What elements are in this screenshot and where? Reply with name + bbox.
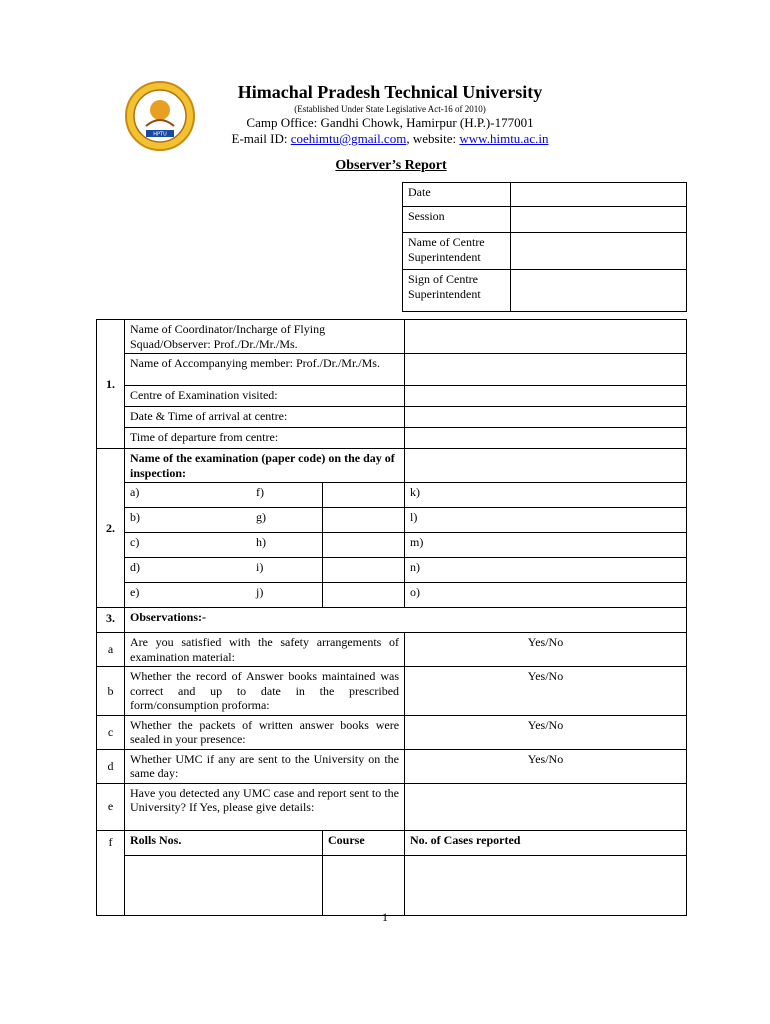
svg-text:HPTU: HPTU <box>153 131 167 138</box>
arrival-field[interactable] <box>405 407 687 428</box>
section-3-number: 3. <box>97 608 125 633</box>
coordinator-field[interactable] <box>405 320 687 354</box>
email-link[interactable]: coehimtu@gmail.com <box>290 131 407 146</box>
exam-code-g[interactable]: g) <box>251 508 333 533</box>
exam-code-k[interactable]: k) <box>405 483 687 508</box>
email-label: E-mail ID: <box>231 131 291 146</box>
sign-supt-field[interactable] <box>511 270 687 312</box>
obs-question-c: Whether the packets of written answer books were sealed in your presence: <box>125 715 405 749</box>
exam-code-e[interactable]: e) <box>125 583 323 608</box>
established-note: (Established Under State Legislative Act-16 of 2010) <box>294 104 486 114</box>
accompanying-label: Name of Accompanying member: Prof./Dr./Mr./Ms. <box>125 354 405 386</box>
obs-question-e: Have you detected any UMC case and report sent to the University? If Yes, please give details: <box>125 783 405 830</box>
sign-supt-label: Sign of Centre Superintendent <box>403 270 511 312</box>
centre-label: Centre of Examination visited: <box>125 386 405 407</box>
obs-answer-c[interactable]: Yes/No <box>405 715 687 749</box>
obs-letter-e: e <box>97 783 125 830</box>
contact-line <box>200 131 580 147</box>
session-label: Session <box>403 207 511 233</box>
cases-header: No. of Cases reported <box>405 830 687 855</box>
obs-answer-b[interactable]: Yes/No <box>405 667 687 716</box>
course-header: Course <box>323 830 405 855</box>
rolls-header: Rolls Nos. <box>125 830 323 855</box>
report-title: Observer’s Report <box>335 158 447 173</box>
university-name: Himachal Pradesh Technical University <box>237 82 543 102</box>
obs-answer-a[interactable]: Yes/No <box>405 633 687 667</box>
exam-code-h[interactable]: h) <box>251 533 333 558</box>
date-label: Date <box>403 183 511 207</box>
centre-supt-label: Name of Centre Superintendent <box>403 233 511 270</box>
exam-code-j[interactable]: j) <box>251 583 333 608</box>
rolls-field[interactable] <box>125 855 323 915</box>
obs-answer-e[interactable] <box>405 783 687 830</box>
info-table <box>402 182 687 312</box>
cases-field[interactable] <box>405 855 687 915</box>
exam-code-o[interactable]: o) <box>405 583 687 608</box>
departure-label: Time of departure from centre: <box>125 428 405 449</box>
university-logo <box>124 80 196 152</box>
obs-question-d: Whether UMC if any are sent to the University on the same day: <box>125 749 405 783</box>
accompanying-field[interactable] <box>405 354 687 386</box>
section-2-number: 2. <box>97 449 125 608</box>
exam-code-m[interactable]: m) <box>405 533 687 558</box>
obs-letter-a: a <box>97 633 125 667</box>
obs-question-b: Whether the record of Answer books maintained was correct and up to date in the prescribed form/consumption proforma: <box>125 667 405 716</box>
obs-question-a: Are you satisfied with the safety arrangements of examination material: <box>125 633 405 667</box>
course-field[interactable] <box>323 855 405 915</box>
exam-code-c[interactable]: c) <box>125 533 323 558</box>
obs-letter-d: d <box>97 749 125 783</box>
exam-code-d[interactable]: d) <box>125 558 323 583</box>
coordinator-label: Name of Coordinator/Incharge of Flying Squad/Observer: Prof./Dr./Mr./Ms. <box>125 320 405 354</box>
exam-code-b[interactable]: b) <box>125 508 323 533</box>
arrival-label: Date & Time of arrival at centre: <box>125 407 405 428</box>
centre-field[interactable] <box>405 386 687 407</box>
obs-letter-c: c <box>97 715 125 749</box>
exam-code-f[interactable]: f) <box>251 483 333 508</box>
date-field[interactable] <box>511 183 687 207</box>
website-link[interactable]: www.himtu.ac.in <box>459 131 549 146</box>
centre-supt-field[interactable] <box>511 233 687 270</box>
exam-heading: Name of the examination (paper code) on the day of inspection: <box>125 449 405 483</box>
page-number: 1 <box>382 910 388 924</box>
obs-letter-f: f <box>97 830 125 915</box>
section-1-number: 1. <box>97 320 125 449</box>
exam-code-l[interactable]: l) <box>405 508 687 533</box>
exam-code-i[interactable]: i) <box>251 558 333 583</box>
website-label: , website: <box>406 131 460 146</box>
obs-answer-d[interactable]: Yes/No <box>405 749 687 783</box>
main-table <box>96 319 687 916</box>
session-field[interactable] <box>511 207 687 233</box>
obs-letter-b: b <box>97 667 125 716</box>
departure-field[interactable] <box>405 428 687 449</box>
observations-heading: Observations:- <box>125 608 687 633</box>
exam-code-a[interactable]: a) <box>125 483 323 508</box>
camp-office: Camp Office: Gandhi Chowk, Hamirpur (H.P.)-177001 <box>246 115 534 130</box>
exam-code-n[interactable]: n) <box>405 558 687 583</box>
